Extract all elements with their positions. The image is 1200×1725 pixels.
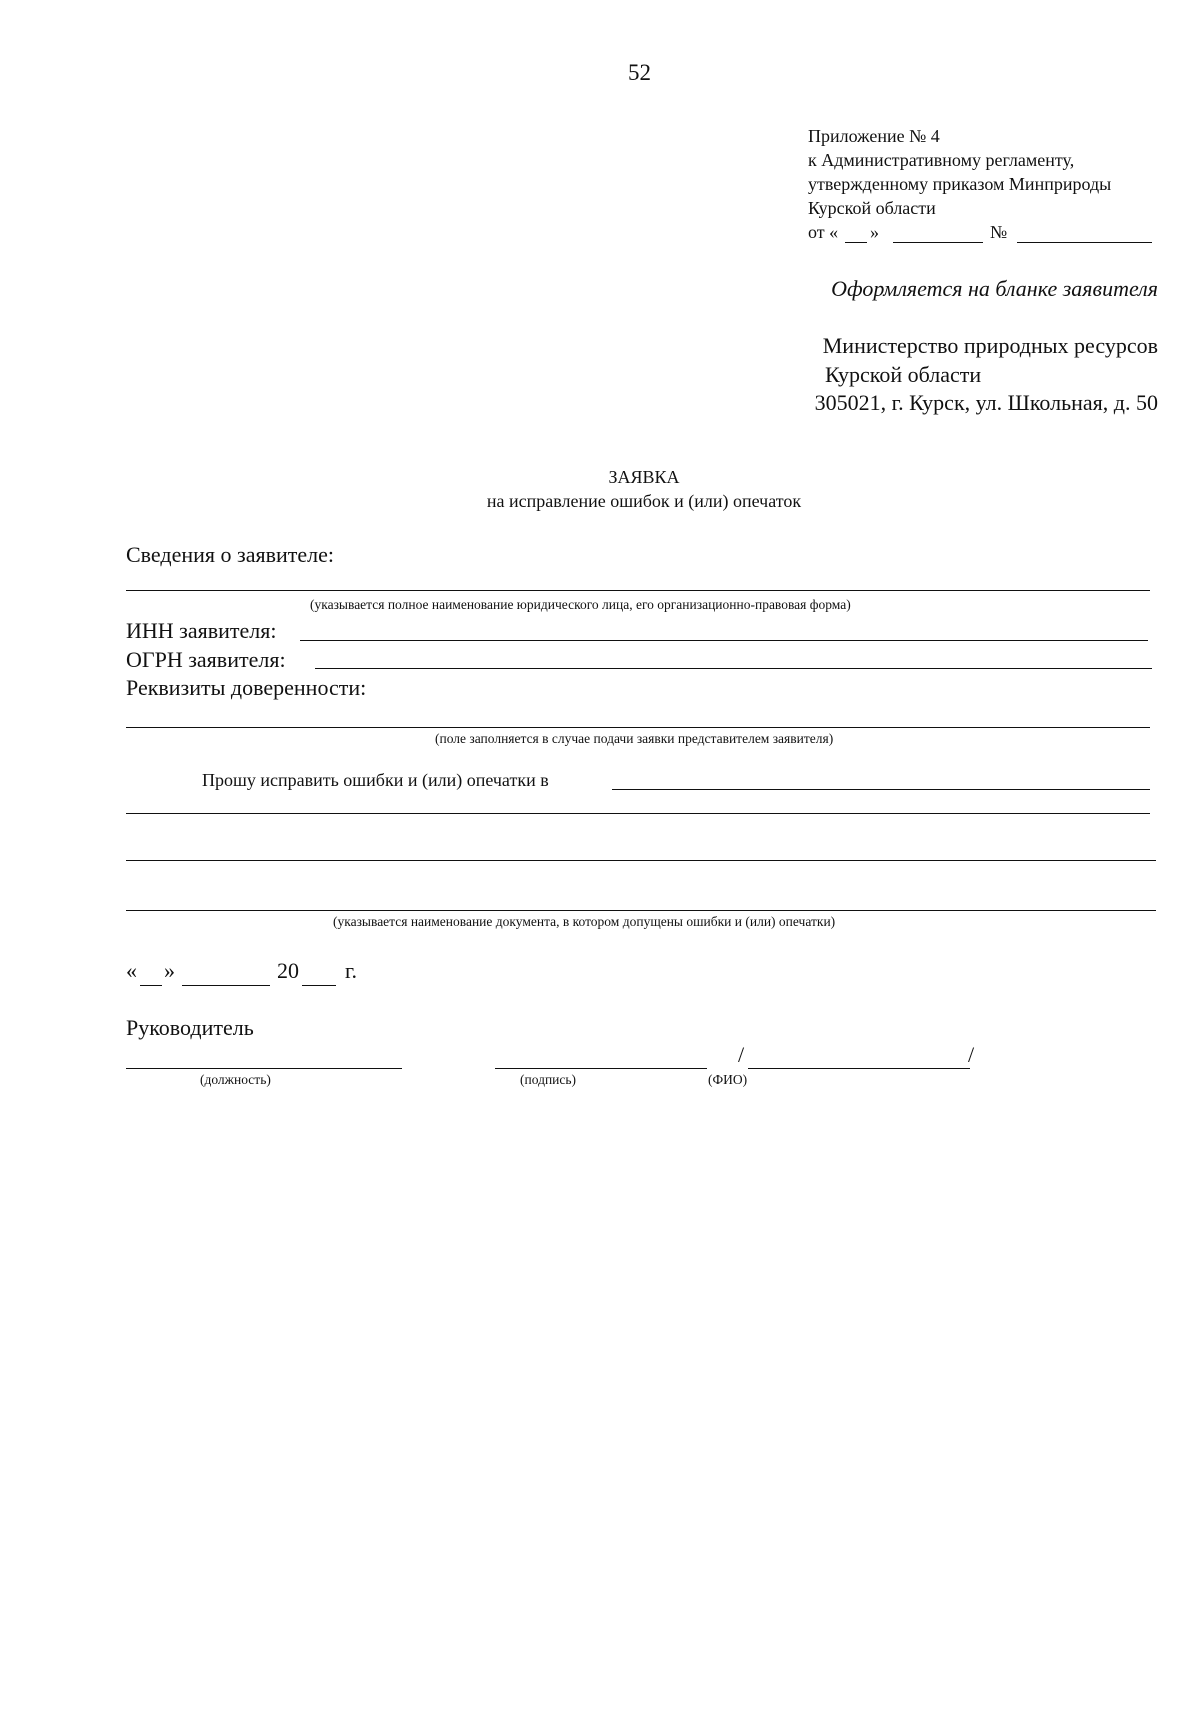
- appendix-number-sign: №: [990, 222, 1008, 242]
- addressee-line-1: Министерство природных ресурсов: [822, 333, 1158, 358]
- blank-note: Оформляется на бланке заявителя: [831, 276, 1158, 301]
- signature-hint: (подпись): [520, 1072, 577, 1087]
- applicant-name-field[interactable]: [126, 590, 1150, 591]
- document-hint: (указывается наименование документа, в котором допущены ошибки и (или) опечатки): [333, 914, 836, 929]
- power-of-attorney-label: Реквизиты доверенности:: [126, 675, 367, 700]
- applicant-info-label: Сведения о заявителе:: [126, 542, 335, 567]
- power-of-attorney-field[interactable]: [126, 727, 1150, 728]
- page-number: 52: [628, 60, 651, 85]
- appendix-line-4: Курской области: [808, 198, 936, 218]
- position-field[interactable]: [126, 1068, 402, 1069]
- position-hint: (должность): [200, 1072, 271, 1087]
- request-text: Прошу исправить ошибки и (или) опечатки в: [202, 770, 549, 790]
- appendix-line-2: к Административному регламенту,: [808, 150, 1075, 170]
- appendix-number-blank: [1017, 242, 1152, 243]
- fio-hint: (ФИО): [708, 1072, 748, 1087]
- document-field-line-3[interactable]: [126, 860, 1156, 861]
- addressee-line-3: 305021, г. Курск, ул. Школьная, д. 50: [814, 390, 1158, 415]
- appendix-date-mid: »: [870, 222, 879, 242]
- fio-slash-left: /: [738, 1042, 745, 1067]
- appendix-line-3: утвержденному приказом Минприроды: [808, 174, 1112, 194]
- fio-field[interactable]: [748, 1068, 970, 1069]
- date-close-quote: »: [164, 958, 175, 983]
- appendix-date-prefix: от «: [808, 222, 839, 242]
- form-title: ЗАЯВКА: [608, 467, 680, 487]
- fio-slash-right: /: [968, 1042, 975, 1067]
- document-field-line-4[interactable]: [126, 910, 1156, 911]
- date-day-field[interactable]: [140, 985, 162, 986]
- addressee-line-2: Курской области: [825, 362, 982, 387]
- applicant-name-hint: (указывается полное наименование юридического лица, его организационно-правовая форма): [310, 597, 851, 612]
- document-field-line-2[interactable]: [126, 813, 1150, 814]
- appendix-line-1: Приложение № 4: [808, 126, 940, 146]
- form-subtitle: на исправление ошибок и (или) опечаток: [486, 491, 802, 511]
- date-month-field[interactable]: [182, 985, 270, 986]
- power-of-attorney-hint: (поле заполняется в случае подачи заявки представителем заявителя): [435, 731, 834, 746]
- signature-field[interactable]: [495, 1068, 707, 1069]
- ogrn-label: ОГРН заявителя:: [126, 647, 286, 672]
- head-label: Руководитель: [126, 1015, 254, 1040]
- appendix-month-blank: [893, 242, 983, 243]
- date-year-prefix: 20: [277, 958, 299, 983]
- date-year-suffix: г.: [345, 958, 358, 983]
- ogrn-field[interactable]: [315, 668, 1152, 669]
- appendix-day-blank: [845, 242, 867, 243]
- date-open-quote: «: [126, 958, 137, 983]
- document-field-line-1[interactable]: [612, 789, 1150, 790]
- inn-field[interactable]: [300, 640, 1148, 641]
- date-year-field[interactable]: [302, 985, 336, 986]
- inn-label: ИНН заявителя:: [126, 618, 277, 643]
